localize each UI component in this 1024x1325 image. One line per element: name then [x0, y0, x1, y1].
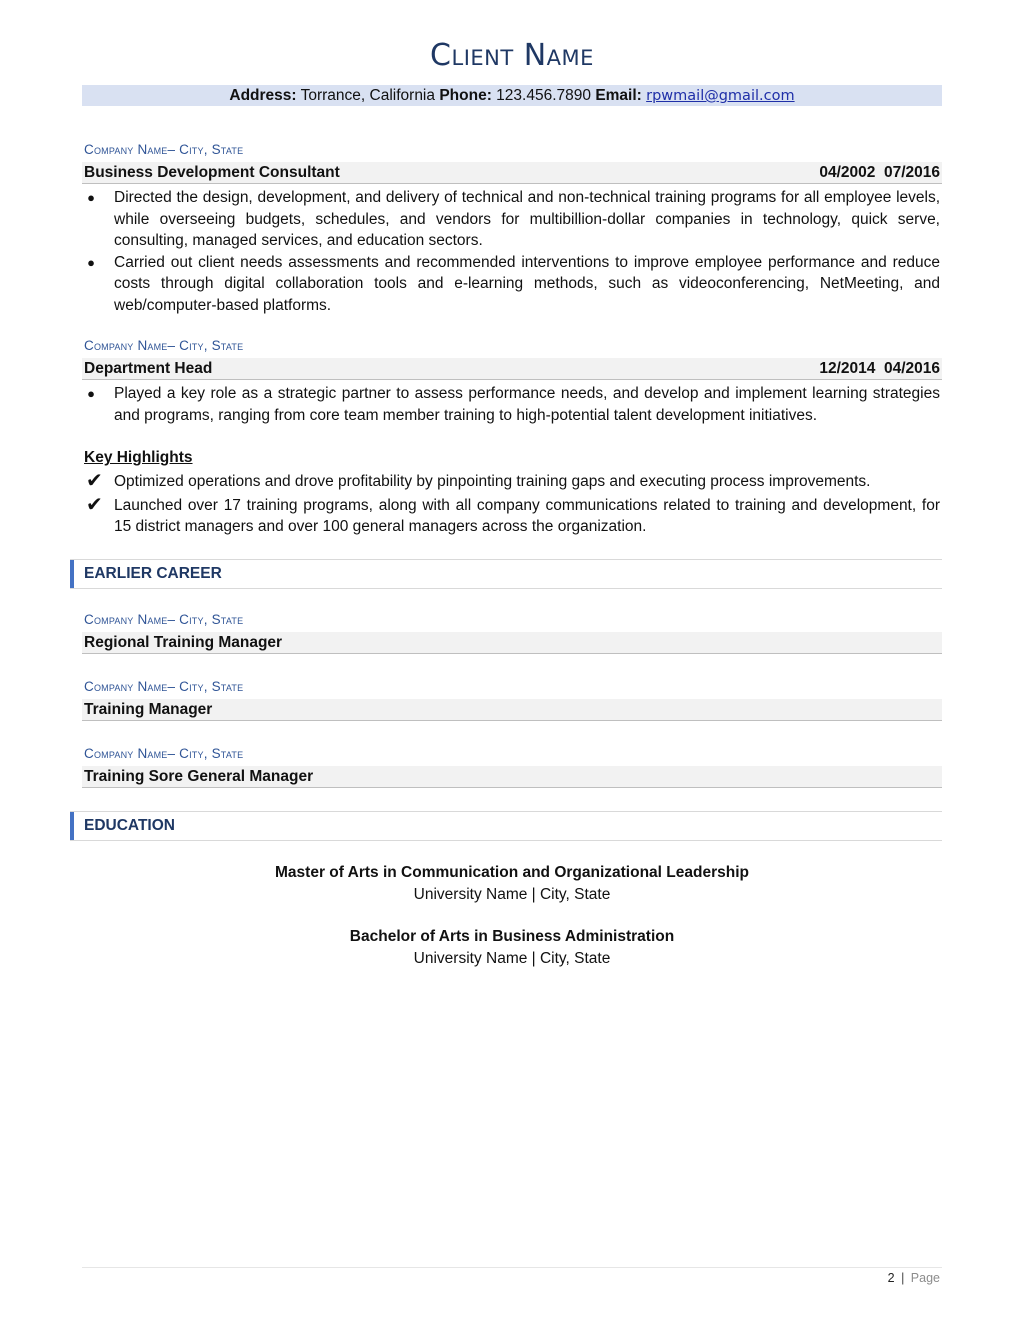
earlier-role-1-title: Regional Training Manager [84, 634, 283, 651]
job-2-title: Department Head [84, 360, 213, 377]
earlier-role-3-title: Training Sore General Manager [84, 768, 314, 785]
list-item [84, 383, 940, 426]
list-item [84, 187, 940, 252]
education-entry-2 [0, 926, 1024, 969]
bullet-text: Played a key role as a strategic partner to assess performance needs, and develop and implement learning strategies and programs, ranging from core team member training to high-potential talent development initiatives. [114, 385, 940, 424]
job-2-title-row [82, 358, 942, 380]
email-label: Email: [595, 87, 642, 104]
earlier-role-2-company: Company Name– City, State [84, 679, 244, 694]
earlier-role-2-title-row [82, 699, 942, 721]
bullet-dot-icon: ● [87, 190, 95, 205]
section-title: EDUCATION [84, 817, 175, 834]
highlight-text: Launched over 17 training programs, along with all company communications related to training and development, for 15 district managers and over 100 general managers across the organization. [114, 496, 940, 535]
job-2-dates: 12/2014 04/2016 [819, 360, 940, 377]
job-1-title: Business Development Consultant [84, 164, 340, 181]
job-1-bullets [84, 187, 940, 316]
section-accent-bar [70, 812, 74, 840]
section-title: EARLIER CAREER [84, 565, 222, 582]
education-section-header [70, 811, 942, 841]
earlier-career-section-header [70, 559, 942, 589]
client-name: Client Name [430, 38, 594, 73]
bullet-text: Directed the design, development, and delivery of technical and non-technical training programs for all employee levels, while overseeing budgets, schedules, and vendors for multibillion-dollar companies in technology, quick serve, consulting, managed services, and education sectors. [114, 189, 940, 249]
earlier-role-1-company: Company Name– City, State [84, 612, 244, 627]
job-1-title-row [82, 162, 942, 184]
address-value: Torrance, California [300, 87, 436, 104]
degree-name: Bachelor of Arts in Business Administration [349, 928, 675, 945]
key-highlights-heading: Key Highlights [84, 449, 193, 466]
checkmark-icon: ✔ [86, 470, 103, 492]
section-accent-bar [70, 560, 74, 588]
earlier-role-2-title: Training Manager [84, 701, 213, 718]
job-2-bullets [84, 383, 940, 426]
earlier-role-1-title-row [82, 632, 942, 654]
page-label: Page [910, 1271, 940, 1285]
address-label: Address: [229, 87, 297, 104]
phone-label: Phone: [439, 87, 492, 104]
list-item [84, 495, 940, 538]
phone-value: 123.456.7890 [496, 87, 591, 104]
job-1-company: Company Name– City, State [84, 142, 244, 157]
contact-bar [82, 85, 942, 106]
job-1-dates: 04/2002 07/2016 [819, 164, 940, 181]
list-item [84, 252, 940, 317]
bullet-text: Carried out client needs assessments and recommended interventions to improve employee performance and reduce costs through digital collaboration tools and e-learning methods, such as videoconferencing, NetMeeting, and web/computer-based platforms. [114, 253, 940, 314]
bullet-dot-icon: ● [87, 254, 95, 270]
school-name: University Name | City, State [413, 885, 611, 903]
footer-divider [82, 1267, 942, 1268]
school-name: University Name | City, State [413, 949, 611, 967]
page-footer [888, 1271, 940, 1285]
highlight-text: Optimized operations and drove profitability by pinpointing training gaps and executing process improvements. [114, 473, 871, 490]
footer-separator: | [901, 1271, 905, 1285]
job-2-company: Company Name– City, State [84, 338, 244, 353]
earlier-role-3-company: Company Name– City, State [84, 746, 244, 761]
page-number: 2 [887, 1271, 895, 1285]
key-highlights-list [84, 471, 940, 538]
education-entry-1 [0, 862, 1024, 905]
email-link[interactable]: rpwmail@gmail.com [646, 88, 795, 104]
list-item [84, 471, 940, 493]
earlier-role-3-title-row [82, 766, 942, 788]
degree-name: Master of Arts in Communication and Organizational Leadership [275, 864, 749, 881]
bullet-dot-icon: ● [87, 386, 95, 401]
checkmark-icon: ✔ [86, 493, 103, 516]
